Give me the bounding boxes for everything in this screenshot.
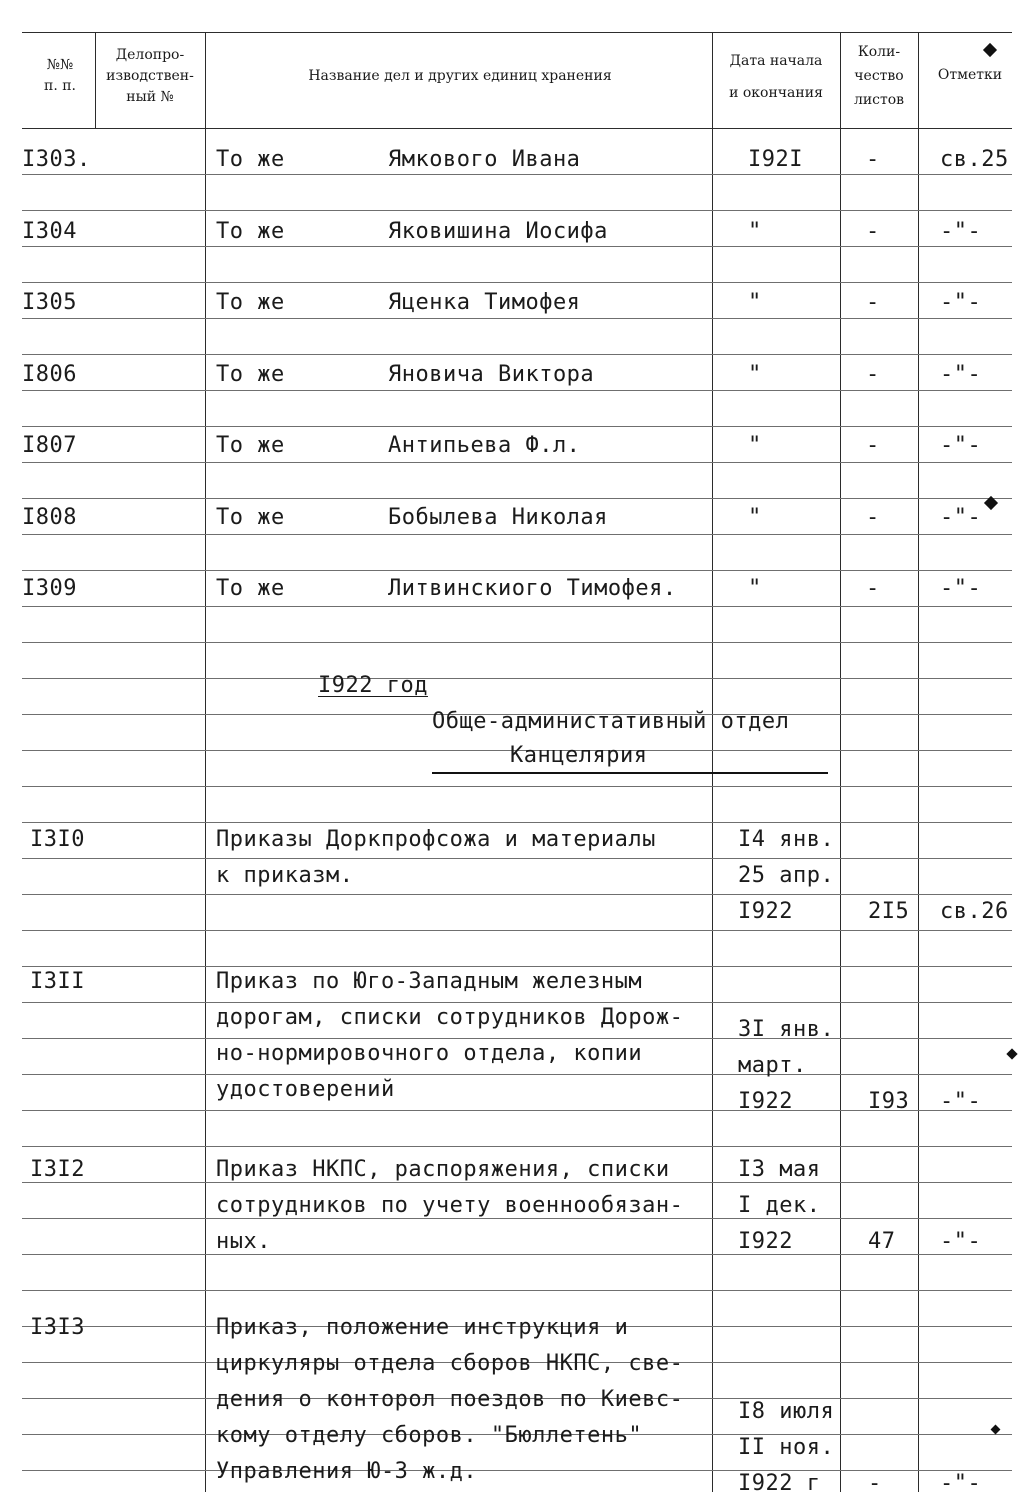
ruled-line bbox=[22, 1470, 1012, 1471]
ruled-line bbox=[22, 1146, 1012, 1147]
row-mark: св.25 bbox=[940, 147, 1009, 172]
row-title: То же bbox=[216, 290, 285, 315]
ruled-line bbox=[22, 318, 1012, 319]
section-year: I922 год bbox=[318, 673, 428, 698]
row-title: То же bbox=[216, 362, 285, 387]
row-mark: -"- bbox=[940, 433, 982, 458]
row-number: I304 bbox=[22, 219, 77, 244]
entry-number: I3I2 bbox=[30, 1157, 85, 1182]
entry-sheets: - bbox=[868, 1471, 882, 1496]
row-mark: -"- bbox=[940, 576, 982, 601]
entry-title-line: Приказы Доркпрофсожа и материалы bbox=[216, 827, 656, 852]
ruled-line bbox=[22, 930, 1012, 931]
ruled-line bbox=[22, 534, 1012, 535]
row-date: " bbox=[748, 433, 762, 458]
ruled-line bbox=[22, 174, 1012, 175]
row-date: I92I bbox=[748, 147, 803, 172]
row-title: То же bbox=[216, 147, 285, 172]
row-date: " bbox=[748, 219, 762, 244]
row-title: То же bbox=[216, 433, 285, 458]
row-title: То же bbox=[216, 505, 285, 530]
col-divider-4 bbox=[840, 32, 841, 1492]
ruled-line bbox=[22, 498, 1012, 499]
ruled-line bbox=[22, 966, 1012, 967]
ruled-line bbox=[22, 894, 1012, 895]
entry-date-line: I922 bbox=[738, 1229, 793, 1254]
row-sheets: - bbox=[866, 290, 880, 315]
entry-title-line: Приказ, положение инструкция и bbox=[216, 1315, 629, 1340]
entry-date-line: II ноя. bbox=[738, 1435, 835, 1460]
row-mark: -"- bbox=[940, 219, 982, 244]
entry-title-line: Приказ по Юго-Западным железным bbox=[216, 969, 643, 994]
entry-title-line: дения о конторол поездов по Киевс- bbox=[216, 1387, 684, 1412]
col-divider-5 bbox=[918, 32, 919, 1492]
row-sheets: - bbox=[866, 576, 880, 601]
row-date: " bbox=[748, 290, 762, 315]
row-name: Антипьева Ф.л. bbox=[388, 433, 581, 458]
entry-date-line: I4 янв. bbox=[738, 827, 835, 852]
section-subdepartment: Канцелярия bbox=[510, 743, 648, 768]
entry-date-line: март. bbox=[738, 1053, 807, 1078]
row-name: Ямкового Ивана bbox=[388, 147, 581, 172]
entry-number: I3II bbox=[30, 969, 85, 994]
entry-title-line: но-нормировочного отдела, копии bbox=[216, 1041, 643, 1066]
ruled-line bbox=[22, 246, 1012, 247]
ruled-line bbox=[22, 642, 1012, 643]
row-date: " bbox=[748, 505, 762, 530]
entry-date-line: I922 г bbox=[738, 1471, 821, 1496]
ruled-line bbox=[22, 354, 1012, 355]
row-sheets: - bbox=[866, 505, 880, 530]
entry-mark: -"- bbox=[940, 1471, 982, 1496]
entry-title-line: Приказ НКПС, распоряжения, списки bbox=[216, 1157, 670, 1182]
ruled-line bbox=[22, 678, 1012, 679]
header-dates: Дата начала и окончания bbox=[729, 53, 823, 101]
entry-number: I3I0 bbox=[30, 827, 85, 852]
ruled-line bbox=[22, 390, 1012, 391]
col-divider-3 bbox=[712, 32, 713, 1492]
diamond-mark-icon bbox=[983, 43, 997, 57]
entry-sheets: I93 bbox=[868, 1089, 910, 1114]
diamond-mark-icon bbox=[1006, 1048, 1017, 1059]
row-number: I309 bbox=[22, 576, 77, 601]
diamond-mark-icon bbox=[991, 1425, 1001, 1435]
row-number: I806 bbox=[22, 362, 77, 387]
ruled-line bbox=[22, 570, 1012, 571]
ruled-line bbox=[22, 426, 1012, 427]
row-title: То же bbox=[216, 576, 285, 601]
header-remarks: Отметки bbox=[937, 67, 1003, 83]
header-number: №№ п. п. bbox=[43, 57, 76, 94]
entry-title-line: удостоверений bbox=[216, 1077, 395, 1102]
row-date: " bbox=[748, 576, 762, 601]
entry-date-line: I922 bbox=[738, 1089, 793, 1114]
entry-mark: -"- bbox=[940, 1229, 982, 1254]
row-title: То же bbox=[216, 219, 285, 244]
ruled-line bbox=[22, 1038, 1012, 1039]
entry-title-line: Управления Ю-З ж.д. bbox=[216, 1459, 478, 1484]
entry-date-line: I8 июля bbox=[738, 1399, 835, 1424]
row-name: Бобылева Николая bbox=[388, 505, 608, 530]
header-bottom-rule bbox=[22, 128, 1012, 129]
entry-title-line: кому отделу сборов. "Бюллетень" bbox=[216, 1423, 643, 1448]
table-top-rule bbox=[22, 32, 1012, 33]
ruled-line bbox=[22, 858, 1012, 859]
entry-date-line: I922 bbox=[738, 899, 793, 924]
col-divider-1 bbox=[95, 32, 96, 128]
header-sheets: Коли- чество листов bbox=[853, 44, 905, 108]
row-number: I807 bbox=[22, 433, 77, 458]
row-name: Литвинскиого Тимофея. bbox=[388, 576, 677, 601]
entry-date-line: I дек. bbox=[738, 1193, 821, 1218]
ruled-line bbox=[22, 1002, 1012, 1003]
row-number: I305 bbox=[22, 290, 77, 315]
row-sheets: - bbox=[866, 362, 880, 387]
row-sheets: - bbox=[866, 433, 880, 458]
row-name: Яковишина Иосифа bbox=[388, 219, 608, 244]
ruled-line bbox=[22, 1290, 1012, 1291]
entry-date-line: 3I янв. bbox=[738, 1017, 835, 1042]
entry-sheets: 2I5 bbox=[868, 899, 910, 924]
row-name: Яценка Тимофея bbox=[388, 290, 581, 315]
ruled-line bbox=[22, 1110, 1012, 1111]
row-mark: -"- bbox=[940, 362, 982, 387]
entry-number: I3I3 bbox=[30, 1315, 85, 1340]
ruled-line bbox=[22, 282, 1012, 283]
entry-date-line: I3 мая bbox=[738, 1157, 821, 1182]
row-number: I303. bbox=[22, 147, 91, 172]
row-mark: -"- bbox=[940, 505, 982, 530]
section-department: Обще-администативный отдел bbox=[432, 709, 790, 734]
entry-title-line: ных. bbox=[216, 1229, 271, 1254]
row-name: Яновича Виктора bbox=[388, 362, 595, 387]
ruled-line bbox=[22, 786, 1012, 787]
section-underline bbox=[432, 772, 828, 774]
row-mark: -"- bbox=[940, 290, 982, 315]
entry-date-line: 25 апр. bbox=[738, 863, 835, 888]
col-divider-2 bbox=[205, 32, 206, 1492]
ruled-line bbox=[22, 210, 1012, 211]
row-sheets: - bbox=[866, 219, 880, 244]
row-sheets: - bbox=[866, 147, 880, 172]
row-number: I808 bbox=[22, 505, 77, 530]
entry-title-line: дорогам, списки сотрудников Дорож- bbox=[216, 1005, 684, 1030]
entry-mark: св.26 bbox=[940, 899, 1009, 924]
ruled-line bbox=[22, 1254, 1012, 1255]
entry-title-line: циркуляры отдела сборов НКПС, све- bbox=[216, 1351, 684, 1376]
header-office-number: Делопро- изводствен- ный № bbox=[106, 47, 194, 105]
ruled-line bbox=[22, 462, 1012, 463]
row-date: " bbox=[748, 362, 762, 387]
ruled-line bbox=[22, 606, 1012, 607]
ruled-line bbox=[22, 1074, 1012, 1075]
entry-title-line: сотрудников по учету военнообязан- bbox=[216, 1193, 684, 1218]
entry-mark: -"- bbox=[940, 1089, 982, 1114]
entry-title-line: к приказм. bbox=[216, 863, 354, 888]
header-title: Название дел и других единиц хранения bbox=[308, 68, 612, 84]
ruled-line bbox=[22, 822, 1012, 823]
entry-sheets: 47 bbox=[868, 1229, 896, 1254]
